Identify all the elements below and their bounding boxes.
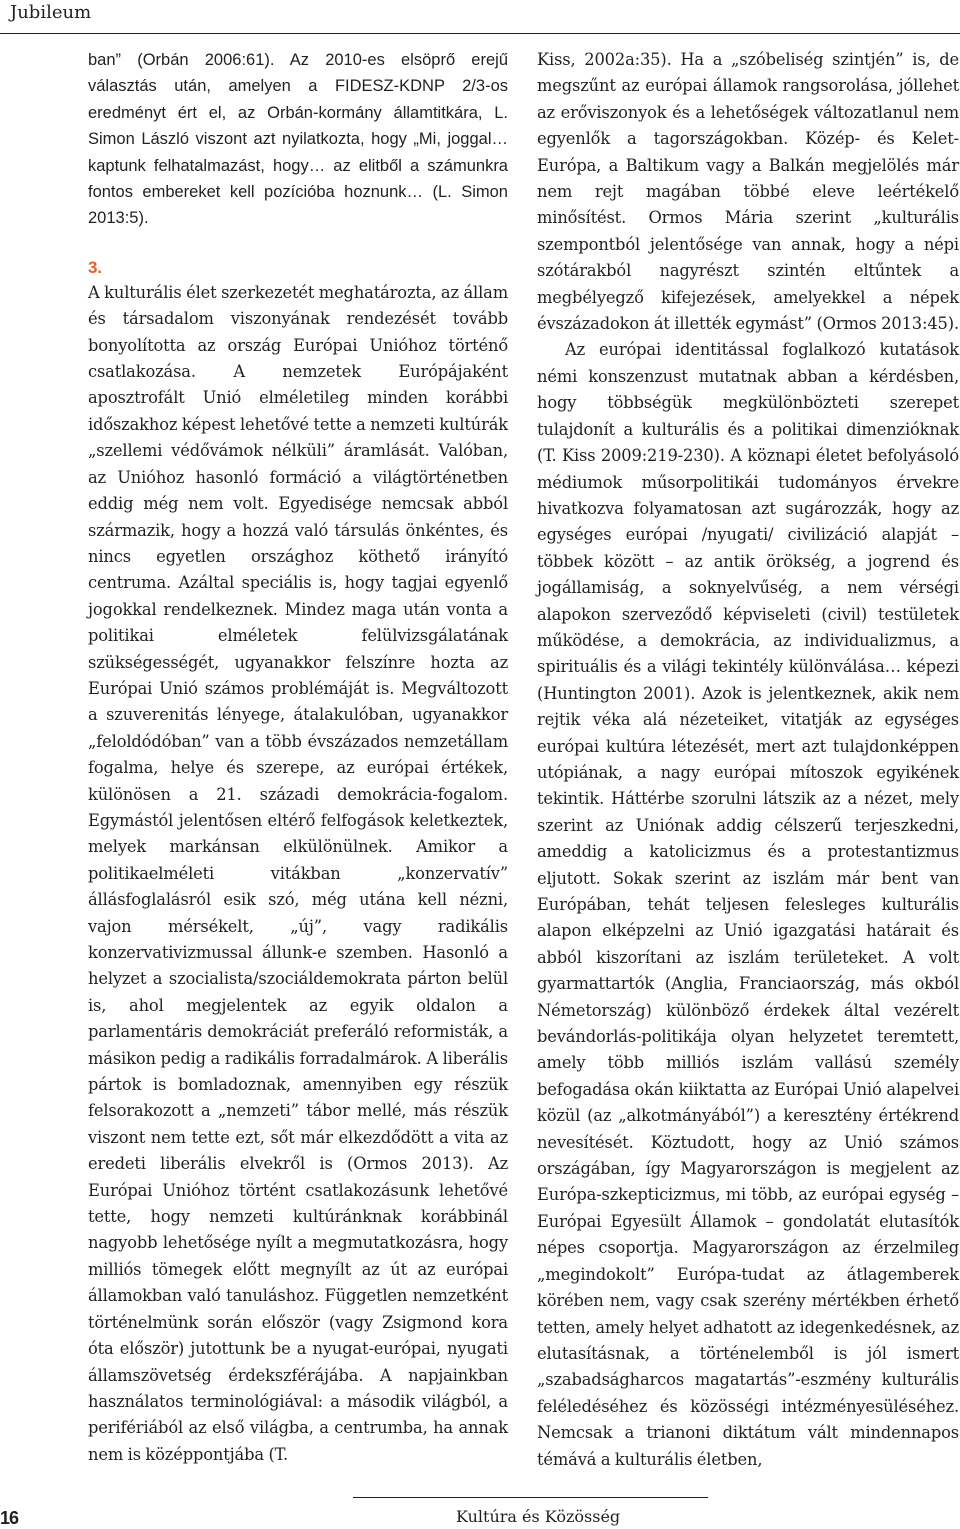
right-paragraph-1: Kiss, 2002a:35). Ha a „szóbeliség szintjén” is, de megszűnt az európai államok rangsorolása, jóllehet az erőviszonyok és a lehetőségek változatlanul nem egyenlők a tagországokban. Közép- és Kelet-Európa, a Baltikum vagy a Balkán megjelölés már nem rejt magában többé eleve leértékelő minősítést. Ormos Mária szerint „kulturális szempontból jelentősége van annak, hogy a népi szótárakból nagyrészt szintén eltűntek a megbélyegző kifejezések, amelyekkel a népek évszázadokon át illették egymást” (Ormos 2013:45).	[537, 50, 959, 334]
left-column	[88, 47, 508, 1468]
page-number: 16	[0, 1508, 19, 1528]
right-paragraph-2: Az európai identitással foglalkozó kutatások némi konszenzust mutatnak abban a kérdésben, hogy többségük megkülönbözteti szerepet tulajdonít a kulturális és a politikai dimenzióknak (T. Kiss 2009:219-230). A köznapi életet befolyásoló médiumok műsorpolitikái tudományos érvekre hivatkozva folyamatosan azt sugározzák, hogy az egységes európai /nyugati/ civilizáció alapját – többek között – az antik örökség, a jogrend és jogállamiság, a soknyelvűség, a nem vérségi alapokon szerveződő képviseleti (civil) testületek működése, a demokrácia, az individualizmus, a spirituális és a világi tekintély különválása… képezi (Huntington 2001). Azok is jelentkeznek, akik nem rejtik véka alá nézeteiket, vitatják az egységes európai kultúra létezését, mert azt tulajdonképpen utópiának, a nagy európai mítoszok egyikének tekintik. Háttérbe szorulni látszik az a nézet, mely szerint az Uniónak addig célszerű terjeszkedni, ameddig a katolicizmus és a protestantizmus eljutott. Sokak szerint az iszlám már bent van Európában, tehát teljesen felesleges kulturális alapon elképzelni az Unió igazgatási határait és abból kiszorítani az iszlám területeket. A volt gyarmattartók (Anglia, Franciaország, más okból Németország) különböző érdekek által vezérelt bevándorlás-politikája olyan helyzetet teremtett, amely több milliós iszlám vallású személy befogadása okán kiiktatta az Európai Unió alapelvei közül (az „alkotmányából”) a keresztény értékrend nevesítését. Köztudott, hogy az Unió számos országában, így Magyarországon is megjelent az Európa-szkepticizmus, mi több, az európai egység – Európai Egyesült Államok – gondolatát elutasítók népes csoportja. Magyarországon az érzelmileg „megindokolt” Európa-tudat az átlagemberek körében nem, vagy csak szerény mértékben érhető tetten, amely helyet adhatott az idegenkedésnek, az elutasításnak, a történelemből is jól ismert „szabadságharcos magatartás”-eszmény kulturális feléledéséhez és közösségi intézményesüléséhez. Nemcsak a trianoni diktátum vált mindennapos témává a kulturális életben,	[537, 340, 959, 1469]
section-number: 3.	[88, 257, 102, 277]
running-header-title: Jubileum	[10, 2, 92, 23]
running-header	[0, 0, 960, 34]
right-column	[537, 47, 959, 1473]
journal-name: Kultúra és Közösség	[456, 1507, 621, 1526]
intro-paragraph: ban” (Orbán 2006:61). Az 2010-es elsöprő erejű választás után, amelyen a FIDESZ-KDNP 2/3-os eredményt ért el, az Orbán-kormány államtitkára, L. Simon László viszont azt nyilatkozta, hogy „Mi, joggal… kaptunk felhatalmazást, hogy… az elitből a számunkra fontos embereket kell pozícióba hoznunk… (L. Simon 2013:5).	[88, 51, 508, 228]
footer-rule	[353, 1497, 708, 1498]
section-paragraph: A kulturális élet szerkezetét meghatározta, az állam és társadalom viszonyának rendezését tovább bonyolította az ország Európai Unióhoz történő csatlakozása. A nemzetek Európájaként aposztrofált Unió elméletileg minden korábbi időszakhoz képest lehetővé tette a nemzeti kultúrák „szellemi védővámok nélküli” áramlását. Valóban, az Unióhoz hasonló formáció a világtörténetben eddig még nem volt. Egyedisége nemcsak abból származik, hogy a hozzá való társulás önkéntes, és nincs egyetlen országhoz köthető irányító centruma. Azáltal speciális is, hogy tagjai egyenlő jogokkal rendelkeznek. Mindez maga után vonta a politikai elméletek felülvizsgálatának szükségességét, ugyanakkor felszínre hozta az Európai Unió számos problémáját is. Megváltozott a szuverenitás lényege, átalakulóban, ugyanakkor „feloldódóban” van a több évszázados nemzetállam fogalma, helye és szerepe, az európai értékek, különösen a 21. századi demokrácia-fogalom. Egymástól jelentősen eltérő felfogások keletkeztek, melyek markánsan elkülönülnek. Amikor a politikaelméleti vitákban „konzervatív” állásfoglalásról esik szó, még utána kell nézni, vajon mérsékelt, „új”, vagy radikális konzervativizmussal állunk-e szemben. Hasonló a helyzet a szocialista/szociáldemokrata párton belül is, ahol megjelentek az egyik oldalon a parlamentáris demokráciát preferáló reformisták, a másikon pedig a radikális forradalmárok. A liberális pártok is bomladoznak, amennyiben egy részük felsorakozott a „nemzeti” tábor mellé, más részük viszont nem tette ezt, sőt már elkezdődött a vita az eredeti liberális elvekről is (Ormos 2013). Az Európai Unióhoz történt csatlakozásunk lehetővé tette, hogy nemzeti kultúránknak korábbinál nagyobb lehetősége nyílt a megmutatkozásra, hogy milliós tömegek előtt megnyílt az út az európai államokban való tanuláshoz. Független nemzetként történelmünk során először (vagy Zsigmond kora óta először) jutottunk be a nyugat-európai, nyugati államszövetség érdekszférájába. A napjainkban használatos terminológiával: a második világból, a perifériából az első világba, a centrumba, ha annak nem is középpontjába (T.	[88, 282, 508, 1464]
